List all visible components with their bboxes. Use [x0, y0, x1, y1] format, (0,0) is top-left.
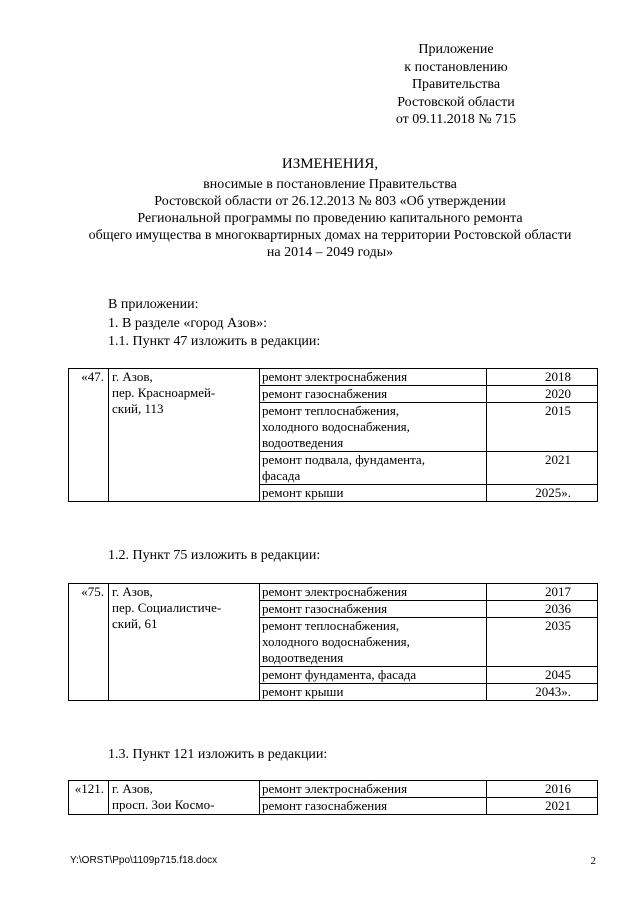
section-label-121: 1.3. Пункт 121 изложить в редакции:	[108, 747, 328, 762]
work-year: 2020	[487, 386, 598, 403]
work-year: 2036	[487, 601, 598, 618]
document-title	[60, 156, 600, 261]
annex-line: Правительства	[411, 77, 501, 92]
annex-line: Приложение	[418, 42, 494, 57]
work-type: ремонт газоснабжения	[260, 386, 487, 403]
title-line: Региональной программы по проведению капитального ремонта	[137, 211, 523, 226]
item-table-75	[68, 583, 598, 701]
item-table-47	[68, 368, 598, 502]
item-table-121	[68, 780, 598, 815]
work-type: ремонт электроснабжения	[260, 781, 487, 798]
item-number: «75.	[69, 584, 109, 701]
work-type: ремонт теплоснабжения, холодного водоснабжения, водоотведения	[260, 618, 487, 667]
work-type: ремонт теплоснабжения, холодного водоснабжения, водоотведения	[260, 403, 487, 452]
work-type: ремонт фундамента, фасада	[260, 667, 487, 684]
section-label-75: 1.2. Пункт 75 изложить в редакции:	[108, 548, 321, 563]
work-year: 2025».	[487, 485, 598, 502]
item-number: «121.	[69, 781, 109, 815]
annex-line: Ростовской области	[397, 94, 515, 110]
work-type: ремонт электроснабжения	[260, 584, 487, 601]
work-type: ремонт крыши	[260, 684, 487, 701]
page-number: 2	[590, 855, 596, 867]
work-year: 2021	[487, 452, 598, 485]
work-type: ремонт крыши	[260, 485, 487, 502]
item-address: г. Азов, просп. Зои Космо-	[109, 781, 260, 815]
annex-line: к постановлению	[404, 59, 508, 75]
footer-file-path: Y:\ORST\Ppo\1109p715.f18.docx	[70, 855, 218, 866]
intro-line: 1. В разделе «город Азов»:	[108, 316, 268, 331]
table-row	[69, 584, 598, 601]
item-address: г. Азов, пер. Социалистиче- ский, 61	[109, 584, 260, 701]
work-year: 2035	[487, 618, 598, 667]
work-year: 2016	[487, 781, 598, 798]
work-year: 2043».	[487, 684, 598, 701]
intro-line: 1.1. Пункт 47 изложить в редакции:	[108, 334, 321, 349]
work-type: ремонт электроснабжения	[260, 369, 487, 386]
work-year: 2018	[487, 369, 598, 386]
intro-line: В приложении:	[108, 297, 199, 312]
work-year: 2017	[487, 584, 598, 601]
annex-line: от 09.11.2018 № 715	[395, 112, 517, 127]
title-heading: ИЗМЕНЕНИЯ,	[281, 156, 379, 172]
title-line: на 2014 – 2049 годы»	[266, 245, 394, 260]
work-year: 2015	[487, 403, 598, 452]
title-line: вносимые в постановление Правительства	[203, 177, 457, 192]
title-line: Ростовской области от 26.12.2013 № 803 «Об утверждении	[154, 194, 506, 209]
work-type: ремонт газоснабжения	[260, 601, 487, 618]
work-type: ремонт газоснабжения	[260, 798, 487, 815]
item-address: г. Азов, пер. Красноармей- ский, 113	[109, 369, 260, 502]
item-number: «47.	[69, 369, 109, 502]
work-year: 2045	[487, 667, 598, 684]
work-year: 2021	[487, 798, 598, 815]
title-line: общего имущества в многоквартирных домах на территории Ростовской области	[88, 228, 572, 243]
table-row	[69, 369, 598, 386]
work-type: ремонт подвала, фундамента, фасада	[260, 452, 487, 485]
table-row	[69, 781, 598, 798]
annex-block	[346, 41, 566, 129]
